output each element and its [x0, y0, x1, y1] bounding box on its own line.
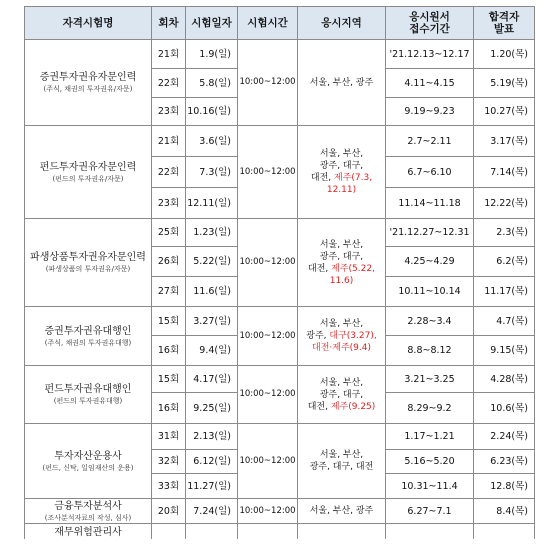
exam-time-cell: 10:00~12:00 [238, 307, 298, 366]
round-cell [152, 524, 186, 540]
result-date-cell: 6.23(목) [474, 450, 535, 474]
application-period-cell: 3.21~3.25 [386, 366, 474, 393]
result-date-cell: 9.15(목) [474, 336, 535, 366]
region-highlight: 12.11) [326, 185, 357, 195]
exam-name-cell [25, 307, 152, 366]
result-date-cell: 1.20(목) [474, 40, 535, 69]
round-cell: 27회 [152, 277, 186, 307]
application-period-cell: '21.12.27~12.31 [386, 219, 474, 247]
application-period-cell: 5.16~5.20 [386, 450, 474, 474]
result-date-cell: 4.28(목) [474, 366, 535, 393]
region-cell [298, 499, 386, 524]
exam-name-cell [25, 499, 152, 524]
header-result-announcement: 합격자 발표 [474, 7, 535, 40]
result-date-cell: 12.8(목) [474, 474, 535, 499]
region-cell [298, 40, 386, 126]
exam-scope: (주식, 채권의 투자권유대행) [44, 338, 132, 347]
result-date-cell: 10.27(목) [474, 98, 535, 126]
round-cell: 23회 [152, 98, 186, 126]
exam-time-cell: 10:00~12:00 [238, 499, 298, 524]
region-text: 광주, 대구, 대전 [309, 462, 374, 472]
exam-name-cell [25, 219, 152, 307]
exam-name: 펀드투자권유대행인 [44, 384, 132, 395]
application-period-cell: 6.7~6.10 [386, 157, 474, 188]
exam-date-cell: 9.4(일) [186, 336, 238, 366]
application-period-cell: 1.17~1.21 [386, 424, 474, 450]
round-cell: 33회 [152, 474, 186, 499]
exam-scope: (조사분석자료의 작성, 심사) [44, 513, 132, 522]
exam-scope: (주식, 채권의 투자권유/자문) [43, 85, 133, 93]
region-highlight: 대전·제주(9.4) [312, 343, 371, 353]
result-date-cell: 7.14(목) [474, 157, 535, 188]
table-row [25, 40, 535, 69]
region-highlight: 대구(3.27), [329, 331, 377, 341]
result-date-cell: 8.4(목) [474, 499, 535, 524]
region-cell [298, 126, 386, 219]
result-date-cell: 2.24(목) [474, 424, 535, 450]
header-row [25, 7, 535, 40]
exam-date-cell: 5.22(일) [186, 247, 238, 277]
exam-name-cell [25, 126, 152, 219]
round-cell: 22회 [152, 157, 186, 188]
region-text: 서울, 부산, [319, 239, 364, 250]
region-cell [298, 219, 386, 307]
region-text: 광주, 대구, [319, 389, 364, 400]
exam-time-cell: 10:00~12:00 [238, 366, 298, 424]
result-date-cell: 10.6(목) [474, 393, 535, 424]
exam-date-cell: 7.3(일) [186, 157, 238, 188]
exam-scope: (펀드, 신탁, 일임재산의 운용) [42, 463, 134, 472]
result-date-cell [474, 524, 535, 540]
table-row [25, 366, 535, 393]
exam-date-cell: 3.6(일) [186, 126, 238, 157]
application-period-cell: 11.14~11.18 [386, 188, 474, 219]
table-row [25, 524, 535, 540]
application-period-cell: 6.27~7.1 [386, 499, 474, 524]
table-row [25, 307, 535, 336]
region-cell [298, 307, 386, 366]
table-row [25, 499, 535, 524]
region-text: 서울, 부산, [319, 319, 364, 329]
application-period-cell: 2.7~2.11 [386, 126, 474, 157]
header-exam-name: 자격시험명 [25, 7, 152, 40]
application-period-cell: 10.11~10.14 [386, 277, 474, 307]
exam-scope: (펀드의 투자권유/자문) [52, 174, 124, 183]
exam-name: 펀드투자권유자문인력 [39, 161, 137, 173]
table-body [25, 40, 535, 540]
region-text: 서울, 부산, [319, 377, 364, 388]
exam-date-cell [186, 524, 238, 540]
application-period-cell: 8.29~9.2 [386, 393, 474, 424]
table-row [25, 126, 535, 157]
region-text: 광주, 대구, [319, 251, 364, 262]
round-cell: 16회 [152, 336, 186, 366]
round-cell: 31회 [152, 424, 186, 450]
region-text: 대전, [310, 173, 335, 183]
exam-name-cell [25, 40, 152, 126]
application-period-cell: 9.19~9.23 [386, 98, 474, 126]
table-row [25, 424, 535, 450]
exam-date-cell: 7.24(일) [186, 499, 238, 524]
header-exam-time: 시험시간 [238, 7, 298, 40]
region-cell [298, 424, 386, 499]
region-highlight: 제주(5.22, [331, 263, 375, 274]
application-period-cell: 8.8~8.12 [386, 336, 474, 366]
header-application-period: 응시원서 접수기간 [386, 7, 474, 40]
exam-date-cell: 6.12(일) [186, 450, 238, 474]
exam-date-cell: 11.6(일) [186, 277, 238, 307]
exam-time-cell: 10:00~12:00 [238, 126, 298, 219]
exam-scope: (파생상품의 투자권유/자문) [45, 265, 131, 273]
result-date-cell: 3.17(목) [474, 126, 535, 157]
result-date-cell: 4.7(목) [474, 307, 535, 336]
exam-time-cell: 10:00~12:00 [238, 219, 298, 307]
header-exam-date: 시험일자 [186, 7, 238, 40]
region-text: 서울, 부산, [319, 450, 364, 460]
exam-name: 투자자산운용사 [54, 450, 122, 462]
exam-name-cell [25, 424, 152, 499]
region-text: 대전, [307, 401, 331, 412]
result-date-cell: 12.22(목) [474, 188, 535, 219]
exam-name: 금융투자분석사 [54, 500, 122, 512]
round-cell: 23회 [152, 188, 186, 219]
region-text: 서울, 부산, [319, 149, 364, 159]
application-period-cell: 10.31~11.4 [386, 474, 474, 499]
round-cell: 25회 [152, 219, 186, 247]
exam-date-cell: 12.11(일) [186, 188, 238, 219]
region-highlight: 11.6) [329, 275, 354, 286]
round-cell: 21회 [152, 40, 186, 69]
exam-date-cell: 10.16(일) [186, 98, 238, 126]
exam-time-cell: 10:00~12:00 [238, 40, 298, 126]
exam-date-cell: 11.27(일) [186, 474, 238, 499]
exam-date-cell: 4.17(일) [186, 366, 238, 393]
result-date-cell: 5.19(목) [474, 69, 535, 98]
region-text: 서울, 부산, 광주 [309, 506, 374, 516]
exam-name: 파생상품투자권유자문인력 [30, 252, 146, 263]
exam-date-cell: 5.8(일) [186, 69, 238, 98]
region-text: 광주, [306, 331, 330, 341]
region-cell [298, 524, 386, 540]
application-period-cell: 4.25~4.29 [386, 247, 474, 277]
exam-name: 재무위험관리사 [54, 527, 122, 538]
result-date-cell: 11.17(목) [474, 277, 535, 307]
round-cell: 15회 [152, 366, 186, 393]
application-period-cell: '21.12.13~12.17 [386, 40, 474, 69]
application-period-cell: 2.28~3.4 [386, 307, 474, 336]
region-highlight: 제주(9.25) [330, 401, 376, 412]
exam-date-cell: 1.23(일) [186, 219, 238, 247]
application-period-cell: 4.11~4.15 [386, 69, 474, 98]
result-date-cell: 2.3(목) [474, 219, 535, 247]
exam-schedule-table [24, 6, 535, 539]
round-cell: 15회 [152, 307, 186, 336]
table-row [25, 219, 535, 247]
round-cell: 32회 [152, 450, 186, 474]
exam-name: 증권투자권유대행인 [44, 325, 132, 337]
exam-date-cell: 9.25(일) [186, 393, 238, 424]
exam-name: 증권투자권유자문인력 [39, 72, 137, 83]
header-region: 응시지역 [298, 7, 386, 40]
exam-time-cell: 10:00~12:00 [238, 424, 298, 499]
region-text: 광주, 대구, [319, 161, 364, 171]
application-period-cell [386, 524, 474, 540]
result-date-cell: 6.2(목) [474, 247, 535, 277]
round-cell: 20회 [152, 499, 186, 524]
exam-date-cell: 2.13(일) [186, 424, 238, 450]
exam-name-cell [25, 366, 152, 424]
round-cell: 22회 [152, 69, 186, 98]
region-highlight: 제주(7.3, [334, 173, 373, 183]
region-cell [298, 366, 386, 424]
header-round: 회차 [152, 7, 186, 40]
round-cell: 21회 [152, 126, 186, 157]
round-cell: 26회 [152, 247, 186, 277]
region-text: 서울, 부산, 광주 [309, 77, 374, 88]
region-text: 대전, [308, 263, 332, 274]
exam-date-cell: 1.9(일) [186, 40, 238, 69]
exam-scope: (펀드의 투자권유대행) [53, 397, 123, 405]
round-cell: 16회 [152, 393, 186, 424]
exam-name-cell [25, 524, 152, 540]
exam-time-cell [238, 524, 298, 540]
exam-date-cell: 3.27(일) [186, 307, 238, 336]
